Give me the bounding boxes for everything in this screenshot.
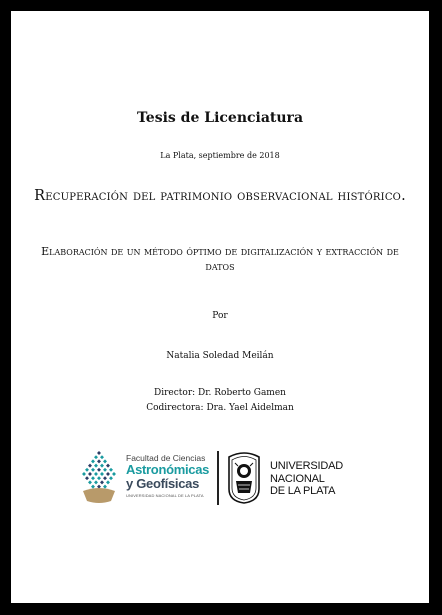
faculty-logo-line2: Astronómicas (126, 462, 210, 477)
thesis-date: La Plata, septiembre de 2018 (160, 151, 280, 160)
thesis-type: Tesis de Licenciatura (136, 110, 304, 126)
faculty-logo-line4: UNIVERSIDAD NACIONAL DE LA PLATA (126, 493, 204, 498)
author-name: Natalia Soledad Meilán (166, 351, 274, 361)
university-logo-line3: DE LA PLATA (270, 485, 336, 497)
logo-divider (217, 451, 219, 505)
document-page (11, 11, 429, 603)
faculty-logo-line1: Facultad de Ciencias (126, 453, 206, 463)
university-logo-line1: UNIVERSIDAD (270, 460, 343, 472)
university-logo-text (270, 460, 343, 498)
faculty-logo-line3: y Geofísicas (126, 476, 199, 491)
codirector-line: Codirectora: Dra. Yael Aidelman (146, 403, 294, 413)
by-label: Por (212, 311, 228, 321)
faculty-logo-text (126, 453, 209, 498)
institution-logos (77, 447, 343, 509)
university-seal-icon (225, 449, 263, 505)
faculty-logo-icon (77, 449, 121, 505)
director-line: Director: Dr. Roberto Gamen (154, 388, 286, 398)
university-logo-line2: NACIONAL (270, 472, 325, 485)
thesis-subtitle: Elaboración de un método óptimo de digitalización y extracción de datos (41, 245, 399, 273)
thesis-title: Recuperación del patrimonio observacional histórico. (34, 188, 406, 204)
